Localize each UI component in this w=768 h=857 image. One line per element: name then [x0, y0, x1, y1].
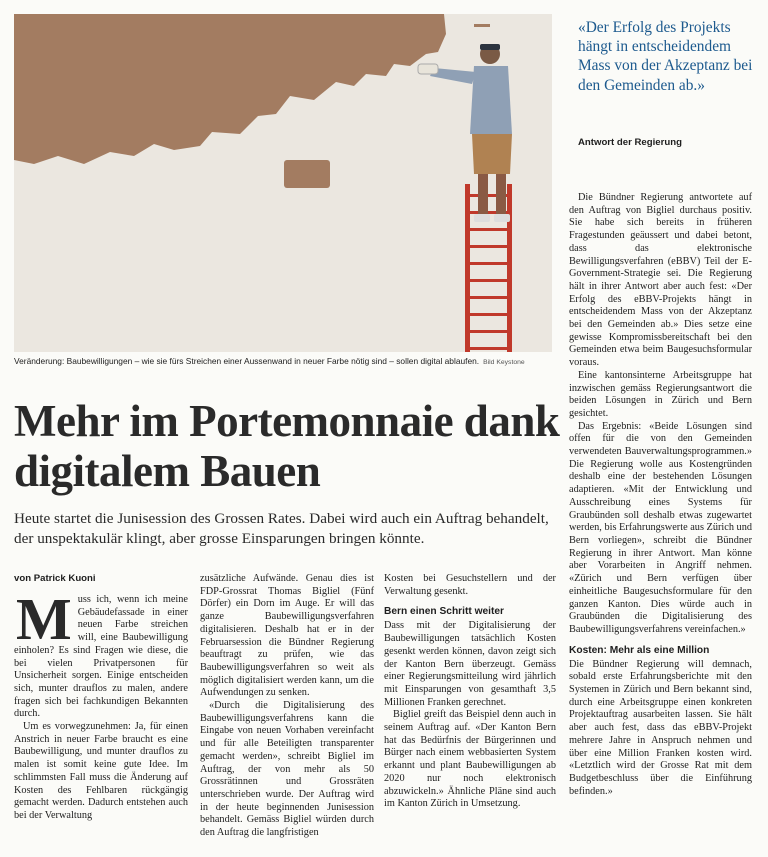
article-column-2: [200, 573, 374, 840]
paint-patch: [284, 160, 330, 188]
article-column-1: [14, 573, 188, 823]
photo-caption: [14, 356, 554, 368]
drop-cap: M: [16, 586, 72, 652]
caption-text: Veränderung: Baubewilligungen – wie sie fürs Streichen einer Aussenwand in neuer Farbe nötig sind – sollen digital ablaufen.: [14, 356, 480, 366]
paragraph: Dass mit der Digitalisierung der Baubewilligungen tatsächlich Kosten gesenkt werden können, davon zeigt sich der Kanton Bern überzeugt. Gemäss einer Regierungsmitteilung wird jährlich mit Einsparungen von gesamthaft 3,5 Millionen Franken gerechnet.: [384, 620, 556, 708]
subheading: Bern einen Schritt weiter: [384, 606, 505, 618]
paragraph: Eine kantonsinterne Arbeitsgruppe hat inzwischen gemäss Regierungsantwort die beiden Lösungen in Zürich und Bern gesichtet.: [569, 369, 752, 419]
paragraph: Kosten bei Gesuchstellern und der Verwaltung gesenkt.: [384, 573, 556, 597]
article-photo: [14, 14, 552, 352]
photo-credit: Bild Keystone: [483, 359, 525, 366]
article-column-right: [569, 192, 752, 798]
ladder-rung: [465, 330, 512, 333]
ladder-rung: [465, 313, 512, 316]
paragraph-text: uss ich, wenn ich meine Gebäudefassade in einer neuen Farbe streichen will, eine Baubewilligung einholen? Es sind Fragen wie diese, die bei vielen Privatpersonen für Unsicherheit sorgen. Einige entscheiden sich, munter drauflos zu malen, andere fragen sich bei fachkundigen Bekannten durch.: [14, 594, 188, 720]
worker-shorts: [472, 134, 512, 174]
byline: von Patrick Kuoni: [14, 573, 96, 584]
ladder-rung: [465, 347, 512, 350]
ladder-rung: [465, 296, 512, 299]
paragraph: [14, 586, 188, 721]
ladder-rung: [465, 228, 512, 231]
ladder-rung: [465, 245, 512, 248]
paragraph: zusätzliche Aufwände. Genau dies ist FDP-Grossrat Thomas Bigliel (Fünf Dörfer) ein Dorn im Auge. Er will das ganze Baubewilligungsverfahren digitalisieren. Deshalb hat er in der Februarsession die Bündner Regierung beauftragt zu prüfen, wie das Baubewilligungsverfahren so weit als möglich digitalisiert werden kann, um die Aufwendungen zu senken.: [200, 573, 374, 699]
paragraph: Die Bündner Regierung will demnach, sobald erste Erfahrungsberichte mit den Systemen in Zürich und Bern bekannt sind, durch eine Arbeitsgruppe einen konkreten Projektauftrag ausarbeiten lassen. Sie hält aber auch fest, dass das eBBV-Projekt mehrere Jahre in Anspruch nehmen und über eine Million Franken kosten wird. «Letztlich wird der Grosse Rat mit dem Budgetbeschluss über die Einführung befinden.»: [569, 658, 752, 797]
paragraph: Das Ergebnis: «Beide Lösungen sind offen für die von den Gemeinden verwendeten Bauverwaltungsprogrammen.» Die Regierung wolle aus Kostengründen deshalb eine der bestehenden Lösungen adaptieren. «Mit der Entwicklung und Ausschreibung eines Systems für Graubünden soll deshalb etwas zugewartet werden, bis Erfahrungswerte aus Zürich und Bern vorliegen», schreibt die Bündner Regierung in ihrer Antwort. Man könne aber Vorarbeiten in Angriff nehmen. «Zürich und Bern verfügen über einheitliche Baugesuchsformulare für den ganzen Kanton. Dies würde auch in Graubünden die Digitalisierung des Baubewilligungsverfahrens vereinfachen.»: [569, 420, 752, 635]
subheading: Kosten: Mehr als eine Million: [569, 644, 710, 656]
paint-patch-top: [474, 24, 490, 27]
ladder-rung: [465, 262, 512, 265]
paragraph: Die Bündner Regierung antwortete auf den Auftrag von Bigliel durchaus positiv. Sie habe sich bereits in früheren Fragestunden geäussert und dabei betont, dass das elektronische Bewilligungsverfahren (eBBV) Teil der E-Government-Strategie sei. Die Regierung hält in ihrer Antwort aber auch fest: «Der Erfolg des eBBV-Projekts hängt in entscheidendem Mass von der Akzeptanz bei den Gemeinden ab.» Dies setze eine gewisse Kompromissbereitschaft bei den Gemeinden etwa beim Baugesuchsformular voraus.: [569, 192, 752, 369]
paragraph: «Durch die Digitalisierung des Baubewilligungsverfahrens kann die Eingabe von neuen Vorhaben vereinfacht und für alle Beteiligten transparenter gemacht werden», schreibt Bigliel im Auftrag, der von mehr als 50 Grossrätinnen und Grossräten unterschrieben wurde. Der Auftrag wird in der heute beginnenden Junisession behandelt. Gemäss Bigliel würden durch den Auftrag die langfristigen: [200, 700, 374, 839]
worker-shirt: [470, 66, 512, 134]
pull-quote-source: Antwort der Regierung: [578, 137, 682, 148]
lead-paragraph: Heute startet die Junisession des Grossen Rates. Dabei wird auch ein Auftrag behandelt, der unspektakulär klingt, aber grosse Einsparungen bringen könnte.: [14, 510, 549, 547]
ladder-rung: [465, 279, 512, 282]
article-column-3: [384, 573, 556, 811]
pull-quote: «Der Erfolg des Projekts hängt in entscheidendem Mass von der Akzeptanz bei den Gemeinden ab.»: [578, 19, 753, 94]
paragraph: Bigliel greift das Beispiel denn auch in seinem Auftrag auf. «Der Kanton Bern hat das Bedürfnis der Bürgerinnen und Bürger nach einem webbasierten System erkannt und plant Baubewilligungen ab 2020 nur noch elektronisch abzuwickeln.» Ähnliche Pläne sind auch im Kanton Zürich in Umsetzung.: [384, 709, 556, 810]
paragraph: Um es vorwegzunehmen: Ja, für einen Anstrich in neuer Farbe braucht es eine Baubewilligung, und munter drauflos zu malen ist somit keine gute Idee. Im schlimmsten Fall muss die Änderung auf Kosten des Fehlbaren rückgängig gemacht werden. Dadurch entstehen auch bei der Verwaltung: [14, 721, 188, 821]
headline: Mehr im Portemonnaie dank digitalem Bauen: [14, 396, 560, 496]
wall-painting-illustration: [14, 14, 552, 352]
